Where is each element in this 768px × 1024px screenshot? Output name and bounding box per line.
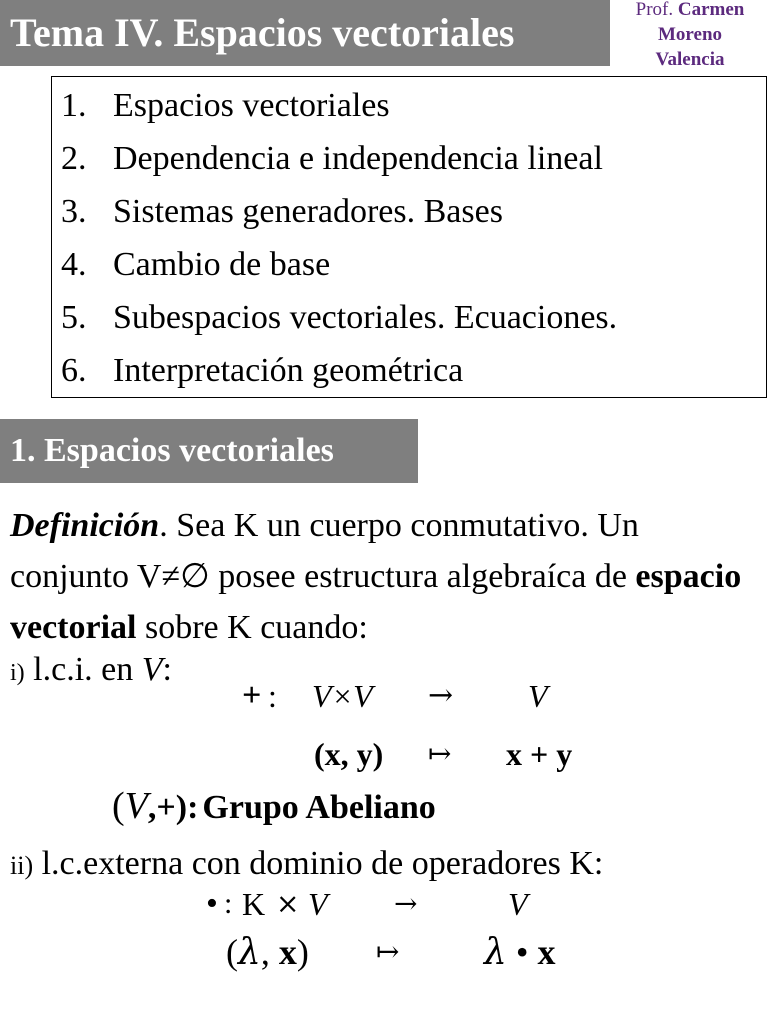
definition-bold-term: espacio vectorial	[10, 558, 742, 646]
toc-item	[61, 245, 330, 285]
toc-label: Espacios vectoriales	[113, 87, 390, 124]
toc-label: Cambio de base	[113, 246, 331, 283]
domain-v: V	[308, 886, 328, 922]
operator-colon: :	[224, 887, 233, 920]
lambda-symbol: λ	[238, 932, 261, 973]
toc-item	[61, 139, 603, 179]
pair-xy: (x, y)	[314, 736, 384, 772]
right-arrow-icon: →	[428, 678, 454, 713]
vector-x: x	[278, 932, 297, 972]
right-arrow-icon: →	[394, 887, 418, 920]
toc-item	[61, 86, 390, 126]
toc-number: 6.	[61, 352, 87, 389]
toc-number: 3.	[61, 193, 87, 230]
item-ii-heading	[10, 842, 603, 888]
domain-k: K	[242, 886, 266, 922]
scalar-product	[484, 930, 555, 975]
mapsto-arrow-icon: ↦	[376, 935, 400, 968]
codomain-v: V	[508, 886, 528, 922]
item-i-text: l.c.i. en	[24, 651, 142, 688]
abelian-group-line	[112, 782, 436, 838]
paren-close: )	[296, 932, 309, 972]
section-heading: 1. Espacios vectoriales	[0, 419, 418, 483]
prof-surname-1: Moreno	[657, 24, 723, 45]
item-i-heading	[10, 648, 172, 695]
definition-text-2: sobre K cuando:	[136, 609, 368, 646]
toc-number: 4.	[61, 246, 87, 283]
paren-open: (	[226, 932, 238, 972]
bullet-operator: •	[206, 885, 218, 922]
page-title: Tema IV. Espacios vectoriales	[0, 0, 610, 66]
prof-first-name: Carmen	[677, 0, 745, 20]
times-symbol: ×	[276, 887, 300, 920]
toc-number: 1.	[61, 87, 87, 124]
toc-item	[61, 192, 503, 232]
item-i-marker: i)	[10, 660, 25, 686]
toc-label: Subespacios vectoriales. Ecuaciones.	[113, 299, 618, 336]
pair-lambda-x	[226, 930, 309, 975]
mapsto-arrow-icon: ↦	[428, 737, 452, 770]
group-label: Grupo Abeliano	[202, 789, 436, 826]
toc-number: 2.	[61, 140, 87, 177]
author-credit	[612, 0, 768, 72]
toc-item	[61, 298, 617, 338]
prof-label: Prof.	[635, 0, 674, 20]
item-i-colon: :	[162, 651, 172, 688]
plus-operator: +	[242, 677, 262, 714]
prof-surname-2: Valencia	[655, 49, 725, 70]
group-var: V	[124, 785, 148, 827]
item-ii-marker: ii)	[10, 851, 34, 880]
toc-item	[61, 351, 463, 391]
table-of-contents	[51, 76, 767, 398]
toc-label: Interpretación geométrica	[113, 352, 464, 389]
domain-vxv: V×V	[312, 678, 373, 714]
item-i-var: V	[141, 651, 163, 688]
operator-colon: :	[268, 678, 277, 714]
vector-x: x	[537, 932, 556, 972]
toc-number: 5.	[61, 299, 87, 336]
bullet-operator: •	[515, 932, 529, 972]
item-ii-text: l.c.externa con dominio de operadores K:	[41, 845, 604, 882]
codomain-v: V	[528, 678, 548, 714]
lambda-symbol: λ	[484, 932, 507, 973]
pair-separator: ,	[260, 932, 279, 972]
toc-label: Dependencia e independencia lineal	[113, 140, 603, 177]
definition-term: Definición	[10, 507, 160, 544]
group-rest: ,+):	[147, 789, 199, 826]
group-open-paren: (	[112, 785, 125, 827]
sum-x-plus-y: x + y	[506, 736, 573, 772]
definition-paragraph	[10, 500, 766, 653]
toc-label: Sistemas generadores. Bases	[113, 193, 503, 230]
definition-text-1: . Sea K un cuerpo conmutativo. Un conjunto V≠∅ posee estructura algebraíca de	[10, 507, 639, 595]
